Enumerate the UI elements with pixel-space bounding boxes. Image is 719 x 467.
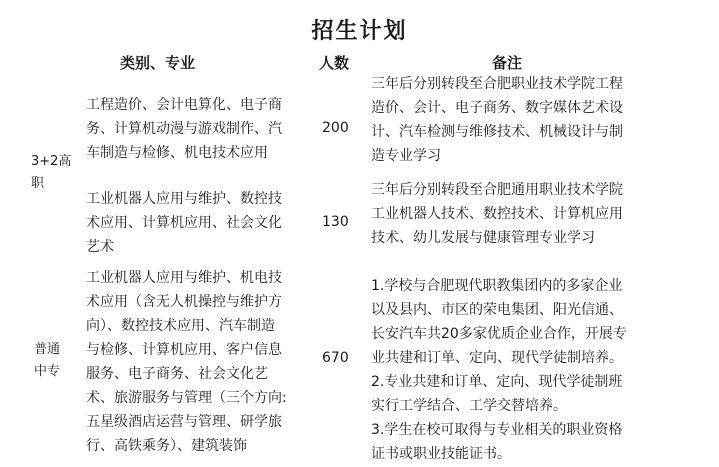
majors-cell: 工业机器人应用与维护、机电技 术应用（含无人机操控与维护方 向）、数控技术应用、汽车制造 与检修、计算机应用、客户信息 服务、电子商务、社会文化艺 术、旅游服务与管理（三个方向: 五星级酒店运营与管理、研学旅 行、高铁乘务）、建筑装饰 bbox=[86, 270, 287, 454]
count-cell: 670 bbox=[322, 350, 349, 366]
header-category: 类别、专业 bbox=[120, 54, 196, 72]
category-label: 3+2高 职 bbox=[31, 154, 72, 191]
count-cell: 200 bbox=[322, 120, 349, 136]
page-title: 招生计划 bbox=[311, 19, 408, 44]
note-cell: 三年后分别转段至合肥通用职业技术学院 工业机器人技术、数控技术、计算机应用 技术、幼儿发展与健康管理专业学习 bbox=[371, 182, 623, 246]
majors-cell: 工程造价、会计电算化、电子商 务、计算机动漫与游戏制作、汽 车制造与检修、机电技术应用 bbox=[86, 97, 282, 161]
category-label: 普通 中专 bbox=[34, 342, 61, 379]
note-cell: 1.学校与合肥现代职教集团内的多家企业 以及县内、市区的荣电集团、阳光信通、 长安汽车共20多家优质企业合作，开展专 业共建和订单、定向、现代学徒制培养。 2.专业共建和订单、定向、现代学徒制班 实行工学结合、工学交替培养。 3.学生在校可取得与专业相关的职业资格 证书或职业技能证书。 bbox=[371, 278, 627, 462]
header-count: 人数 bbox=[319, 54, 350, 72]
majors-cell: 工业机器人应用与维护、数控技 术应用、计算机应用、社会文化 艺术 bbox=[86, 191, 282, 255]
header-note: 备注 bbox=[492, 54, 523, 72]
note-cell: 三年后分别转段至合肥职业技术学院工程 造价、会计、电子商务、数字媒体艺术设 计、汽车检测与维修技术、机械设计与制 造专业学习 bbox=[371, 76, 623, 164]
count-cell: 130 bbox=[322, 214, 349, 230]
